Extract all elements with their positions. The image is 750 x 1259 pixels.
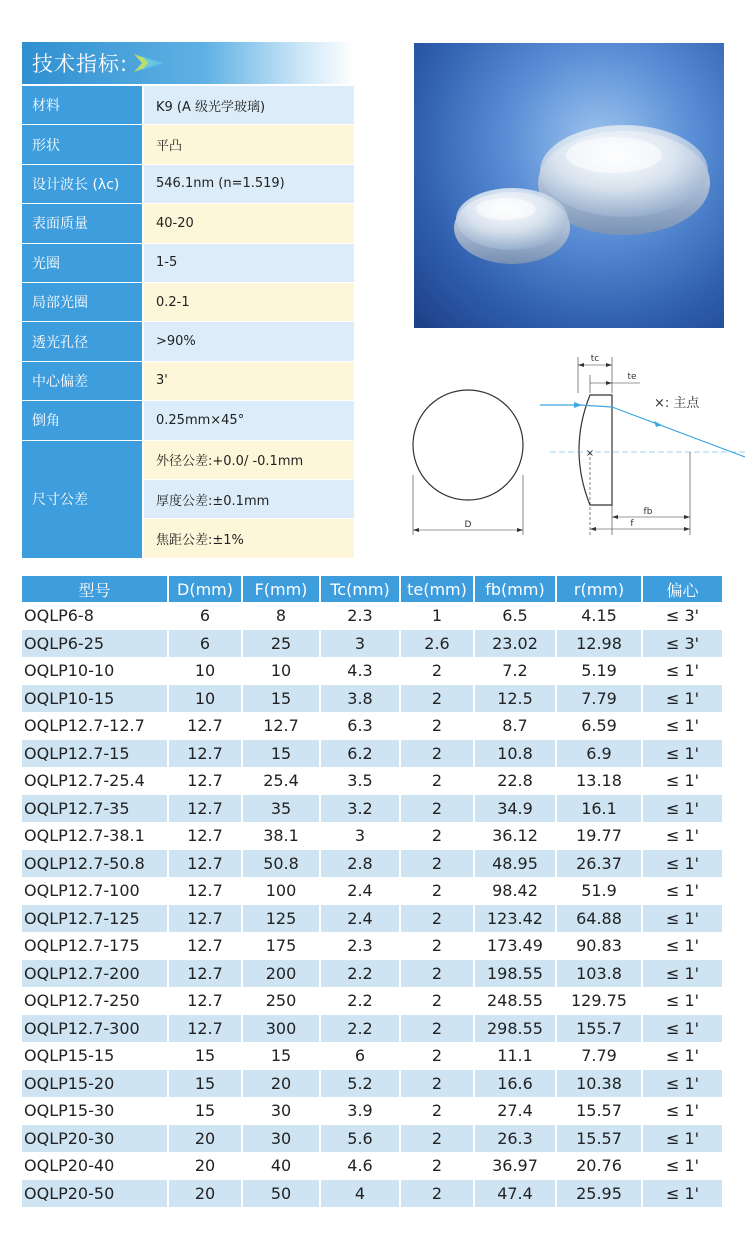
cell-centration: ≤ 1' — [643, 1125, 722, 1153]
spec-title: 技术指标: — [32, 52, 129, 76]
cell-center-thickness: 2.3 — [321, 602, 401, 630]
spec-row-chamfer — [22, 401, 354, 440]
spec-row-wavelength — [22, 165, 354, 204]
cell-back-focal: 10.8 — [475, 740, 557, 768]
cell-radius: 7.79 — [557, 685, 643, 713]
spec-row-shape — [22, 125, 354, 164]
cell-diameter: 12.7 — [169, 960, 243, 988]
cell-back-focal: 298.55 — [475, 1015, 557, 1043]
cell-center-thickness: 2.4 — [321, 905, 401, 933]
cell-back-focal: 36.12 — [475, 822, 557, 850]
cell-diameter: 12.7 — [169, 987, 243, 1015]
cell-centration: ≤ 1' — [643, 1152, 722, 1180]
spec-label: 中心偏差 — [22, 362, 144, 401]
cell-focal-length: 50 — [243, 1180, 321, 1208]
cell-radius: 129.75 — [557, 987, 643, 1015]
spec-value: K9 (A 级光学玻璃) — [144, 86, 354, 125]
cell-model: OQLP12.7-38.1 — [22, 822, 169, 850]
cell-centration: ≤ 1' — [643, 1097, 722, 1125]
cell-diameter: 12.7 — [169, 767, 243, 795]
cell-model: OQLP12.7-50.8 — [22, 850, 169, 878]
label-d: D — [464, 520, 472, 530]
lens-diagram — [400, 345, 745, 545]
cell-back-focal: 23.02 — [475, 630, 557, 658]
cell-radius: 5.19 — [557, 657, 643, 685]
cell-center-thickness: 2.2 — [321, 987, 401, 1015]
cell-diameter: 20 — [169, 1152, 243, 1180]
cell-edge-thickness: 2 — [401, 850, 475, 878]
cell-radius: 15.57 — [557, 1125, 643, 1153]
cell-model: OQLP15-30 — [22, 1097, 169, 1125]
spec-value: 3' — [144, 362, 354, 401]
cell-focal-length: 100 — [243, 877, 321, 905]
cell-back-focal: 248.55 — [475, 987, 557, 1015]
cell-radius: 6.59 — [557, 712, 643, 740]
cell-radius: 15.57 — [557, 1097, 643, 1125]
cell-model: OQLP15-20 — [22, 1070, 169, 1098]
table-row — [22, 877, 722, 905]
cell-edge-thickness: 1 — [401, 602, 475, 630]
spec-label: 尺寸公差 — [22, 441, 144, 559]
cell-edge-thickness: 2 — [401, 905, 475, 933]
table-row — [22, 1180, 722, 1208]
spec-value: 0.25mm×45° — [144, 401, 354, 440]
col-header-edge-thickness: te(mm) — [401, 576, 475, 602]
cell-center-thickness: 3.8 — [321, 685, 401, 713]
cell-focal-length: 35 — [243, 795, 321, 823]
table-row — [22, 960, 722, 988]
cell-back-focal: 8.7 — [475, 712, 557, 740]
spec-value: 40-20 — [144, 204, 354, 243]
table-row — [22, 602, 722, 630]
table-row — [22, 932, 722, 960]
cell-radius: 4.15 — [557, 602, 643, 630]
col-header-center-thickness: Tc(mm) — [321, 576, 401, 602]
cell-radius: 6.9 — [557, 740, 643, 768]
cell-model: OQLP15-15 — [22, 1042, 169, 1070]
spec-label: 光圈 — [22, 244, 144, 283]
table-row — [22, 1015, 722, 1043]
cell-edge-thickness: 2 — [401, 657, 475, 685]
lens-photo-illustration — [414, 43, 724, 328]
cell-centration: ≤ 1' — [643, 685, 722, 713]
cell-focal-length: 300 — [243, 1015, 321, 1043]
cell-diameter: 10 — [169, 657, 243, 685]
cell-center-thickness: 3 — [321, 630, 401, 658]
cell-diameter: 12.7 — [169, 1015, 243, 1043]
cell-diameter: 10 — [169, 685, 243, 713]
cell-centration: ≤ 1' — [643, 1180, 722, 1208]
cell-model: OQLP10-15 — [22, 685, 169, 713]
lens-side-view — [579, 395, 612, 505]
cell-radius: 51.9 — [557, 877, 643, 905]
table-row — [22, 905, 722, 933]
cell-diameter: 12.7 — [169, 905, 243, 933]
cell-center-thickness: 2.4 — [321, 877, 401, 905]
spec-value: >90% — [144, 322, 354, 361]
spec-label: 材料 — [22, 86, 144, 125]
cell-diameter: 12.7 — [169, 877, 243, 905]
cell-model: OQLP12.7-125 — [22, 905, 169, 933]
table-row — [22, 795, 722, 823]
cell-centration: ≤ 1' — [643, 1070, 722, 1098]
cell-center-thickness: 3.5 — [321, 767, 401, 795]
spec-value: 546.1nm (n=1.519) — [144, 165, 354, 204]
cell-back-focal: 47.4 — [475, 1180, 557, 1208]
cell-centration: ≤ 1' — [643, 1042, 722, 1070]
cell-focal-length: 30 — [243, 1125, 321, 1153]
spec-label: 设计波长 (λc) — [22, 165, 144, 204]
cell-diameter: 12.7 — [169, 822, 243, 850]
cell-radius: 10.38 — [557, 1070, 643, 1098]
cell-edge-thickness: 2 — [401, 1125, 475, 1153]
cell-centration: ≤ 1' — [643, 822, 722, 850]
product-photo — [414, 43, 724, 328]
table-header-row — [22, 576, 722, 602]
spec-row-tolerance — [22, 441, 354, 559]
cell-edge-thickness: 2.6 — [401, 630, 475, 658]
cell-model: OQLP6-25 — [22, 630, 169, 658]
cell-model: OQLP12.7-175 — [22, 932, 169, 960]
cell-diameter: 15 — [169, 1070, 243, 1098]
cell-model: OQLP12.7-25.4 — [22, 767, 169, 795]
cell-back-focal: 36.97 — [475, 1152, 557, 1180]
spec-row-centration — [22, 362, 354, 401]
cell-diameter: 6 — [169, 630, 243, 658]
cell-back-focal: 26.3 — [475, 1125, 557, 1153]
spec-row-surface-quality — [22, 204, 354, 243]
double-arrow-icon — [132, 51, 166, 75]
cell-focal-length: 50.8 — [243, 850, 321, 878]
cell-radius: 19.77 — [557, 822, 643, 850]
table-row — [22, 630, 722, 658]
cell-centration: ≤ 1' — [643, 740, 722, 768]
col-header-centration: 偏心 — [643, 576, 722, 602]
table-row — [22, 1042, 722, 1070]
spec-label: 倒角 — [22, 401, 144, 440]
spec-header — [22, 42, 354, 84]
cell-edge-thickness: 2 — [401, 1180, 475, 1208]
cell-model: OQLP6-8 — [22, 602, 169, 630]
table-row — [22, 1125, 722, 1153]
cell-edge-thickness: 2 — [401, 740, 475, 768]
table-row — [22, 1070, 722, 1098]
cell-centration: ≤ 1' — [643, 795, 722, 823]
col-header-focal-length: F(mm) — [243, 576, 321, 602]
label-tc: tc — [590, 354, 600, 364]
cell-back-focal: 16.6 — [475, 1070, 557, 1098]
table-row — [22, 767, 722, 795]
refracted-ray — [612, 407, 745, 457]
table-row — [22, 712, 722, 740]
product-table — [22, 576, 722, 1207]
label-te: te — [627, 372, 637, 382]
spec-table — [22, 86, 354, 559]
cell-focal-length: 12.7 — [243, 712, 321, 740]
cell-center-thickness: 5.6 — [321, 1125, 401, 1153]
cell-radius: 155.7 — [557, 1015, 643, 1043]
cell-center-thickness: 2.2 — [321, 960, 401, 988]
col-header-model: 型号 — [22, 576, 169, 602]
cell-focal-length: 25 — [243, 630, 321, 658]
cell-model: OQLP12.7-12.7 — [22, 712, 169, 740]
spec-row-clear-aperture — [22, 322, 354, 361]
cell-radius: 25.95 — [557, 1180, 643, 1208]
cell-center-thickness: 3.9 — [321, 1097, 401, 1125]
cell-centration: ≤ 1' — [643, 905, 722, 933]
table-body — [22, 602, 722, 1207]
cell-model: OQLP20-30 — [22, 1125, 169, 1153]
table-row — [22, 822, 722, 850]
spec-row-irregularity — [22, 283, 354, 322]
cell-edge-thickness: 2 — [401, 685, 475, 713]
table-row — [22, 685, 722, 713]
cell-radius: 26.37 — [557, 850, 643, 878]
cell-edge-thickness: 2 — [401, 1097, 475, 1125]
tolerance-thickness: 厚度公差:±0.1mm — [144, 480, 354, 519]
cell-model: OQLP10-10 — [22, 657, 169, 685]
cell-diameter: 20 — [169, 1180, 243, 1208]
cell-back-focal: 12.5 — [475, 685, 557, 713]
cell-back-focal: 173.49 — [475, 932, 557, 960]
cell-back-focal: 6.5 — [475, 602, 557, 630]
label-principal-point: ×: 主点 — [654, 396, 700, 411]
cell-model: OQLP12.7-100 — [22, 877, 169, 905]
cell-center-thickness: 3 — [321, 822, 401, 850]
cell-diameter: 12.7 — [169, 932, 243, 960]
cell-center-thickness: 2.8 — [321, 850, 401, 878]
cell-focal-length: 125 — [243, 905, 321, 933]
cell-radius: 7.79 — [557, 1042, 643, 1070]
spec-value: 0.2-1 — [144, 283, 354, 322]
cell-center-thickness: 3.2 — [321, 795, 401, 823]
cell-back-focal: 27.4 — [475, 1097, 557, 1125]
cell-focal-length: 15 — [243, 685, 321, 713]
cell-diameter: 20 — [169, 1125, 243, 1153]
spec-row-power — [22, 244, 354, 283]
cell-center-thickness: 5.2 — [321, 1070, 401, 1098]
cell-edge-thickness: 2 — [401, 877, 475, 905]
cell-back-focal: 98.42 — [475, 877, 557, 905]
spec-row-material — [22, 86, 354, 125]
table-row — [22, 1152, 722, 1180]
cell-radius: 64.88 — [557, 905, 643, 933]
cell-edge-thickness: 2 — [401, 960, 475, 988]
cell-focal-length: 38.1 — [243, 822, 321, 850]
cell-centration: ≤ 1' — [643, 877, 722, 905]
cell-center-thickness: 2.3 — [321, 932, 401, 960]
spec-value: 1-5 — [144, 244, 354, 283]
cell-back-focal: 22.8 — [475, 767, 557, 795]
cell-back-focal: 7.2 — [475, 657, 557, 685]
cell-focal-length: 15 — [243, 1042, 321, 1070]
cell-model: OQLP20-50 — [22, 1180, 169, 1208]
cell-center-thickness: 4 — [321, 1180, 401, 1208]
cell-centration: ≤ 3' — [643, 630, 722, 658]
spec-value: 平凸 — [144, 125, 354, 164]
cell-center-thickness: 4.3 — [321, 657, 401, 685]
cell-back-focal: 48.95 — [475, 850, 557, 878]
cell-centration: ≤ 1' — [643, 932, 722, 960]
cell-model: OQLP12.7-200 — [22, 960, 169, 988]
cell-edge-thickness: 2 — [401, 1070, 475, 1098]
cell-focal-length: 25.4 — [243, 767, 321, 795]
cell-edge-thickness: 2 — [401, 1042, 475, 1070]
cell-centration: ≤ 1' — [643, 987, 722, 1015]
label-f: f — [630, 519, 634, 529]
cell-centration: ≤ 1' — [643, 1015, 722, 1043]
cell-diameter: 15 — [169, 1097, 243, 1125]
cell-back-focal: 198.55 — [475, 960, 557, 988]
cell-centration: ≤ 1' — [643, 657, 722, 685]
cell-centration: ≤ 3' — [643, 602, 722, 630]
cell-model: OQLP12.7-15 — [22, 740, 169, 768]
cell-edge-thickness: 2 — [401, 932, 475, 960]
cell-edge-thickness: 2 — [401, 822, 475, 850]
tolerance-focal-length: 焦距公差:±1% — [144, 519, 354, 558]
cell-centration: ≤ 1' — [643, 850, 722, 878]
col-header-diameter: D(mm) — [169, 576, 243, 602]
cell-focal-length: 20 — [243, 1070, 321, 1098]
cell-centration: ≤ 1' — [643, 712, 722, 740]
cell-model: OQLP12.7-300 — [22, 1015, 169, 1043]
cell-focal-length: 15 — [243, 740, 321, 768]
cell-back-focal: 34.9 — [475, 795, 557, 823]
cell-focal-length: 40 — [243, 1152, 321, 1180]
cell-edge-thickness: 2 — [401, 1152, 475, 1180]
col-header-radius: r(mm) — [557, 576, 643, 602]
cell-edge-thickness: 2 — [401, 795, 475, 823]
cell-center-thickness: 6.3 — [321, 712, 401, 740]
spec-label: 形状 — [22, 125, 144, 164]
cell-back-focal: 123.42 — [475, 905, 557, 933]
cell-model: OQLP20-40 — [22, 1152, 169, 1180]
label-fb: fb — [643, 507, 653, 517]
spec-label: 透光孔径 — [22, 322, 144, 361]
cell-radius: 20.76 — [557, 1152, 643, 1180]
cell-edge-thickness: 2 — [401, 1015, 475, 1043]
cell-back-focal: 11.1 — [475, 1042, 557, 1070]
cell-focal-length: 30 — [243, 1097, 321, 1125]
cell-radius: 90.83 — [557, 932, 643, 960]
table-row — [22, 1097, 722, 1125]
cell-model: OQLP12.7-35 — [22, 795, 169, 823]
cell-focal-length: 8 — [243, 602, 321, 630]
cell-edge-thickness: 2 — [401, 987, 475, 1015]
table-row — [22, 657, 722, 685]
cell-focal-length: 250 — [243, 987, 321, 1015]
cell-center-thickness: 6.2 — [321, 740, 401, 768]
cell-center-thickness: 2.2 — [321, 1015, 401, 1043]
lens-front-view — [413, 390, 523, 500]
cell-diameter: 12.7 — [169, 712, 243, 740]
cell-radius: 16.1 — [557, 795, 643, 823]
cell-diameter: 12.7 — [169, 795, 243, 823]
cell-focal-length: 175 — [243, 932, 321, 960]
cell-radius: 103.8 — [557, 960, 643, 988]
table-row — [22, 850, 722, 878]
cell-radius: 13.18 — [557, 767, 643, 795]
cell-model: OQLP12.7-250 — [22, 987, 169, 1015]
cell-edge-thickness: 2 — [401, 712, 475, 740]
cell-diameter: 15 — [169, 1042, 243, 1070]
cell-center-thickness: 6 — [321, 1042, 401, 1070]
cell-center-thickness: 4.6 — [321, 1152, 401, 1180]
cell-focal-length: 200 — [243, 960, 321, 988]
cell-diameter: 12.7 — [169, 740, 243, 768]
cell-centration: ≤ 1' — [643, 767, 722, 795]
principal-point-marker: × — [585, 448, 595, 459]
cell-diameter: 12.7 — [169, 850, 243, 878]
table-row — [22, 740, 722, 768]
spec-label: 局部光圈 — [22, 283, 144, 322]
spec-label: 表面质量 — [22, 204, 144, 243]
col-header-back-focal: fb(mm) — [475, 576, 557, 602]
table-row — [22, 987, 722, 1015]
cell-centration: ≤ 1' — [643, 960, 722, 988]
cell-focal-length: 10 — [243, 657, 321, 685]
tolerance-diameter: 外径公差:+0.0/ -0.1mm — [144, 441, 354, 480]
cell-diameter: 6 — [169, 602, 243, 630]
cell-edge-thickness: 2 — [401, 767, 475, 795]
tolerance-values — [144, 441, 354, 559]
cell-radius: 12.98 — [557, 630, 643, 658]
